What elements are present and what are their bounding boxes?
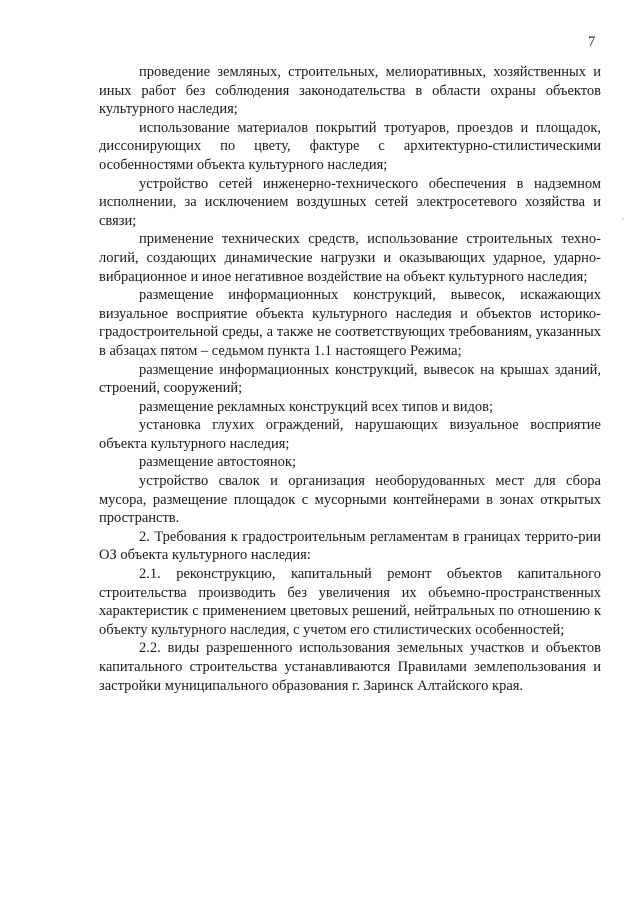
paragraph-parking: размещение автостоянок; (139, 454, 296, 471)
document-body (99, 63, 601, 695)
paragraph-information-structures: размещение информационных конструкций, вывесок, искажающих визуальное восприятие объекта культурного наследия и объектов историко-градостроительной среды, а также не соответствующих требованиям, указанных в абзацах пятом – седьмом пункта 1.1 настоящего Режима; (99, 287, 601, 359)
paragraph-item-2-2: 2.2. виды разрешенного использования земельных участков и объектов капитального строительства устанавливаются Правилами землепользования и застройки муниципального образования г. Заринск Алтайского края. (99, 640, 601, 694)
paragraph-technical-means: применение технических средств, использование строительных техно-логий, создающих динамические нагрузки и оказывающих ударное, ударно-вибрационное и иное негативное воздействие на объект культурного наследия; (99, 231, 601, 285)
paragraph-paving-materials: использование материалов покрытий тротуаров, проездов и площадок, диссонирующих по цвету, фактуре с архитектурно-стилистическими особенностями объекта культурного наследия; (99, 119, 601, 173)
page-number: 7 (588, 34, 596, 50)
margin-tick-decoration: , (622, 212, 624, 221)
paragraph-item-2-1: 2.1. реконструкцию, капитальный ремонт объектов капитального строительства производить без увеличения их объемно-пространственных характеристик с применением цветовых решений, нейтральных по отношению к объекту культурного наследия, с учетом его стилистических особенностей; (99, 566, 601, 638)
paragraph-earthworks: проведение земляных, строительных, мелиоративных, хозяйственных и иных работ без соблюдения законодательства в области охраны объектов культурного наследия; (99, 64, 601, 118)
paragraph-roof-signs: размещение информационных конструкций, вывесок на крышах зданий, строений, сооружений; (99, 361, 601, 397)
paragraph-section-2-heading: 2. Требования к градостроительным регламентам в границах террито-рии ОЗ объекта культурного наследия: (99, 528, 601, 564)
paragraph-engineering-networks: устройство сетей инженерно-технического обеспечения в надземном исполнении, за исключением воздушных сетей электросетевого хозяйства и связи; (99, 175, 601, 229)
paragraph-dumps: устройство свалок и организация необорудованных мест для сбора мусора, размещение площадок с мусорными контейнерами в зонах открытых пространств. (99, 473, 601, 527)
paragraph-fences: установка глухих ограждений, нарушающих визуальное восприятие объекта культурного наследия; (99, 417, 601, 452)
paragraph-advertising: размещение рекламных конструкций всех типов и видов; (139, 398, 494, 415)
